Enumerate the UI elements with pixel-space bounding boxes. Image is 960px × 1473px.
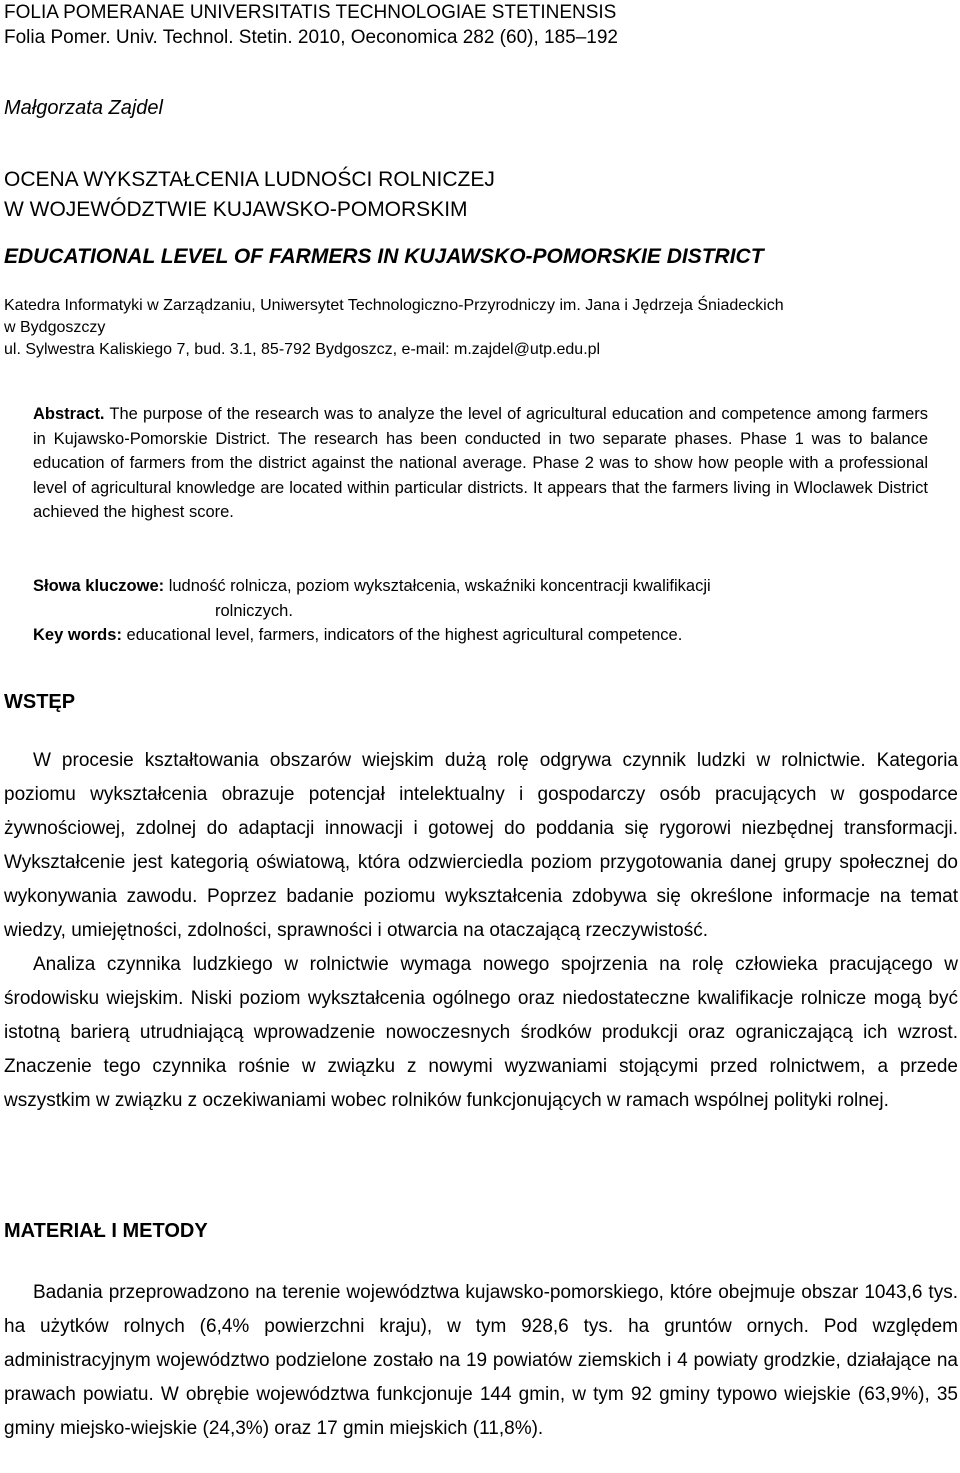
abstract-label: Abstract. bbox=[33, 405, 105, 423]
title-polish-line1: OCENA WYKSZTAŁCENIA LUDNOŚCI ROLNICZEJ bbox=[4, 168, 495, 191]
affiliation-address: ul. Sylwestra Kaliskiego 7, bud. 3.1, 85-792 Bydgoszcz, e-mail: m.zajdel@utp.edu.pl bbox=[4, 341, 601, 358]
author-name: Małgorzata Zajdel bbox=[4, 97, 163, 119]
affiliation bbox=[4, 295, 956, 361]
section-heading-intro: WSTĘP bbox=[4, 691, 76, 713]
abstract bbox=[33, 402, 928, 525]
intro-paragraph-2: Analiza czynnika ludzkiego w rolnictwie wymaga nowego spojrzenia na rolę człowieka pracującego w środowisku wiejskim. Niski poziom wykształcenia ogólnego oraz niedostateczne kwalifikacje rolnicze mogą być istotną barierą utrudniającą wprowadzenie nowoczesnych środków produkcji oraz ograniczającą ich wzrost. Znaczenie tego czynnika rośnie w związku z nowymi wyzwaniami stojącymi przed rolnictwem, a przede wszystkim w związku z oczekiwaniami wobec rolników funkcjonujących w ramach wspólnej polityki rolnej. bbox=[4, 954, 958, 1111]
title-polish-line2: W WOJEWÓDZTWIE KUJAWSKO-POMORSKIM bbox=[4, 198, 468, 221]
section-body-intro bbox=[4, 744, 958, 1118]
title-english: EDUCATIONAL LEVEL OF FARMERS IN KUJAWSKO-POMORSKIE DISTRICT bbox=[4, 245, 764, 268]
keywords-english-label: Key words: bbox=[33, 626, 122, 644]
affiliation-line1: Katedra Informatyki w Zarządzaniu, Uniwersytet Technologiczno-Przyrodniczy im. Jana i Jędrzeja Śniadeckich bbox=[4, 297, 784, 314]
keywords-polish bbox=[33, 574, 933, 623]
keywords-polish-label: Słowa kluczowe: bbox=[33, 577, 165, 595]
keywords-polish-continuation: rolniczych. bbox=[215, 601, 293, 620]
title-polish bbox=[4, 165, 495, 225]
journal-citation: Folia Pomer. Univ. Technol. Stetin. 2010, Oeconomica 282 (60), 185–192 bbox=[4, 27, 618, 48]
section-body-methods bbox=[4, 1276, 958, 1446]
affiliation-line2: w Bydgoszczy bbox=[4, 319, 106, 336]
methods-paragraph-1: Badania przeprowadzono na terenie województwa kujawsko-pomorskiego, które obejmuje obszar 1043,6 tys. ha użytków rolnych (6,4% powierzchni kraju), w tym 928,6 tys. ha gruntów ornych. Pod względem administracyjnym województwo podzielone zostało na 19 powiatów ziemskich i 4 powiaty grodzkie, działające na prawach powiatu. W obrębie województwa funkcjonuje 144 gmin, w tym 92 gminy typowo wiejskie (63,9%), 35 gminy miejsko-wiejskie (24,3%) oraz 17 gmin miejskich (11,8%). bbox=[4, 1282, 958, 1439]
keywords-english bbox=[33, 623, 933, 648]
section-heading-methods: MATERIAŁ I METODY bbox=[4, 1220, 208, 1242]
abstract-text: The purpose of the research was to analyze the level of agricultural education and competence among farmers in Kujawsko-Pomorskie District. The research has been conducted in two separate phases. Phase 1 was to balance education of farmers from the district against the national average. Phase 2 was to show how people with a professional level of agricultural knowledge are located within particular districts. It appears that the farmers living in Wloclawek District achieved the highest score. bbox=[33, 405, 928, 521]
keywords-polish-text: ludność rolnicza, poziom wykształcenia, wskaźniki koncentracji kwalifikacji bbox=[164, 577, 711, 595]
keywords-english-text: educational level, farmers, indicators of the highest agricultural competence. bbox=[121, 626, 683, 644]
intro-paragraph-1: W procesie kształtowania obszarów wiejskim dużą rolę odgrywa czynnik ludzki w rolnictwie. Kategoria poziomu wykształcenia obrazuje potencjał intelektualny i gospodarczy osób pracujących w gospodarce żywnościowej, zdolnej do adaptacji innowacji i gotowej do poddania się rygorowi niezbędnej transformacji. Wykształcenie jest kategorią oświatową, która odzwierciedla poziom przygotowania danej grupy społecznej do wykonywania zawodu. Poprzez badanie poziomu wykształcenia zdobywa się określone informacje na temat wiedzy, umiejętności, zdolności, sprawności i otwarcia na otaczającą rzeczywistość. bbox=[4, 750, 958, 941]
journal-title: FOLIA POMERANAE UNIVERSITATIS TECHNOLOGIAE STETINENSIS bbox=[4, 2, 617, 23]
